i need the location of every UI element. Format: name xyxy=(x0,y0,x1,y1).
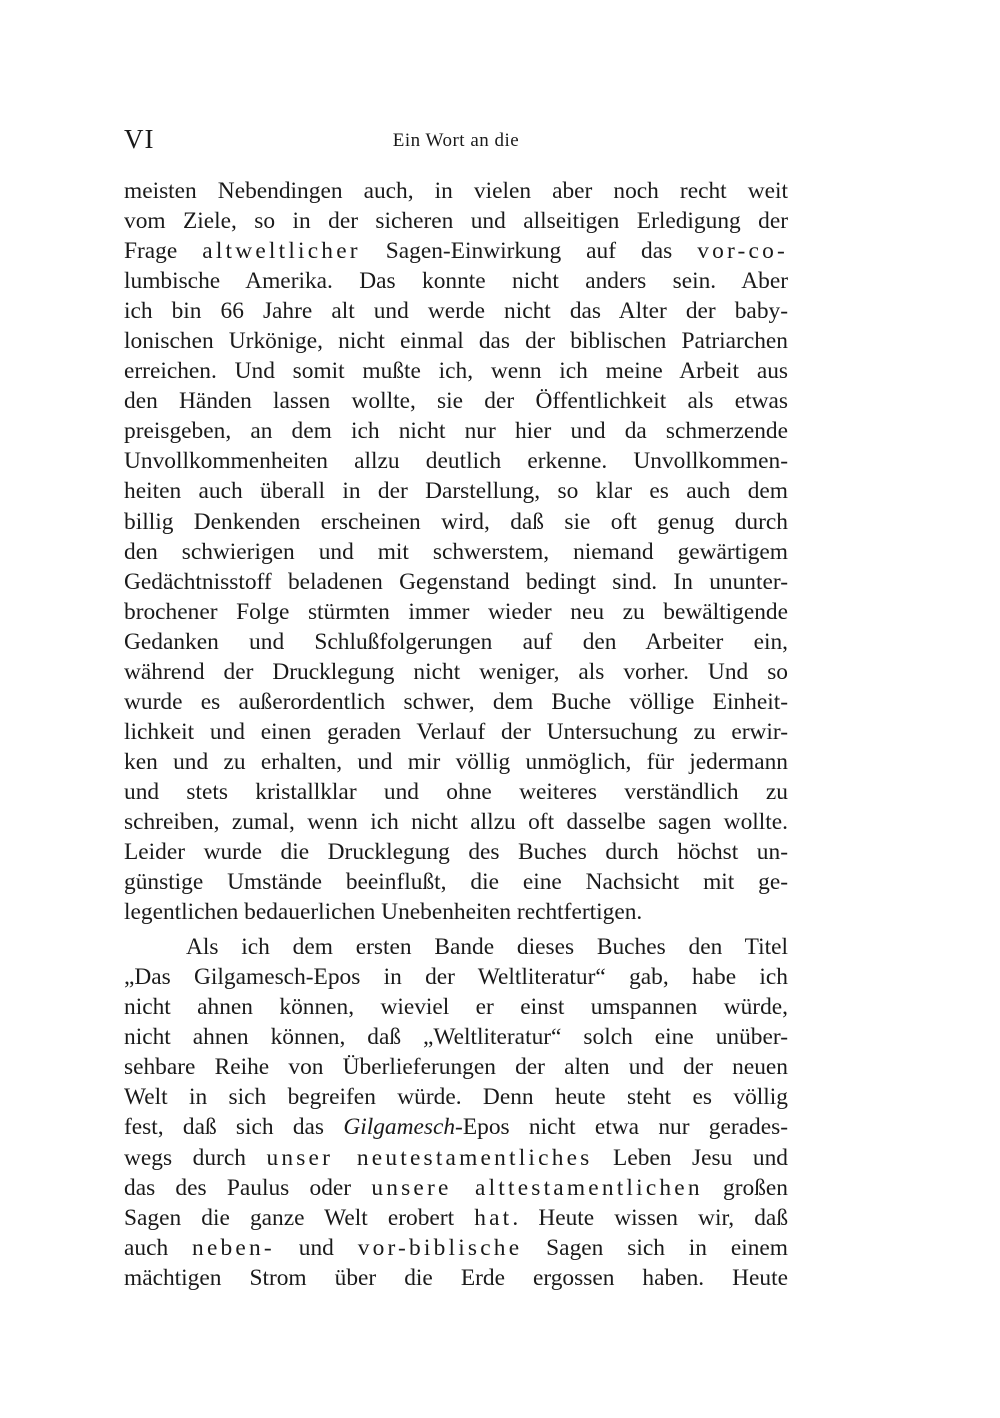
spaced-emphasis: altweltlicher xyxy=(202,238,361,265)
text-line: Als ich dem ersten Bande dieses Buches den Titel xyxy=(186,934,788,961)
text-line: Unvollkommenheiten allzu deutlich erkenne. Unvollkommen- xyxy=(124,448,788,475)
text-line: heiten auch überall in der Darstellung, so klar es auch dem xyxy=(124,478,788,505)
text-line xyxy=(124,236,788,266)
text-line: den schwierigen und mit schwerstem, niemand gewärtigem xyxy=(124,538,788,565)
text-run: wegs durch xyxy=(124,1144,267,1171)
text-line xyxy=(124,1112,788,1142)
text-line: und stets kristallklar und ohne weiteres verständlich zu xyxy=(124,778,788,805)
text-run: auch xyxy=(124,1234,193,1261)
spaced-emphasis: hat xyxy=(474,1204,513,1231)
text-run: das des Paulus oder xyxy=(124,1174,372,1201)
text-run: Sagen die ganze Welt erobert xyxy=(124,1204,475,1231)
text-line: Gedanken und Schlußfolgerungen auf den Arbeiter ein, xyxy=(124,628,788,655)
text-line: schreiben, zumal, wenn ich nicht allzu oft dasselbe sagen wollte. xyxy=(124,808,788,835)
text-line: günstige Umstände beeinflußt, die eine Nachsicht mit ge- xyxy=(124,869,788,896)
text-line: den Händen lassen wollte, sie der Öffentlichkeit als etwas xyxy=(124,388,788,415)
text-line: während der Drucklegung nicht weniger, als vorher. Und so xyxy=(124,658,788,685)
text-line: vom Ziele, so in der sicheren und allseitigen Erledigung der xyxy=(124,208,788,235)
text-run: und xyxy=(274,1234,358,1261)
text-line: sehbare Reihe von Überlieferungen der alten und der neuen xyxy=(124,1054,788,1081)
text-line xyxy=(124,1143,788,1173)
text-run: Frage xyxy=(124,238,203,265)
text-line: lonischen Urkönige, nicht einmal das der biblischen Patriarchen xyxy=(124,328,788,355)
body-text xyxy=(124,176,788,1293)
running-head xyxy=(124,124,788,160)
spaced-emphasis: unsere alttestamentlichen xyxy=(371,1174,703,1201)
text-line: nicht ahnen können, daß „Weltliteratur“ solch eine unüber- xyxy=(124,1024,788,1051)
text-line: legentlichen bedauerlichen Unebenheiten rechtfertigen. xyxy=(124,899,643,926)
spaced-emphasis: neben- xyxy=(192,1234,275,1261)
text-line: ich bin 66 Jahre alt und werde nicht das Alter der baby- xyxy=(124,298,788,325)
text-line: lumbische Amerika. Das konnte nicht anders sein. Aber xyxy=(124,268,788,295)
text-line xyxy=(124,1203,788,1233)
spaced-emphasis: vor-biblische xyxy=(357,1234,523,1261)
text-line: ken und zu erhalten, und mir völlig unmöglich, für jedermann xyxy=(124,748,788,775)
italic-emphasis: Gilgamesch xyxy=(343,1114,456,1141)
text-line: „Das Gilgamesch-Epos in der Weltliteratur“ gab, habe ich xyxy=(124,964,788,991)
spaced-emphasis: unser neutestamentliches xyxy=(266,1144,593,1171)
text-line: wurde es außerordentlich schwer, dem Buche völlige Einheit- xyxy=(124,688,788,715)
text-line: meisten Nebendingen auch, in vielen aber noch recht weit xyxy=(124,178,788,204)
text-run: fest, daß sich das xyxy=(124,1114,344,1141)
text-line: nicht ahnen können, wieviel er einst umspannen würde, xyxy=(124,994,788,1021)
page-number: VI xyxy=(124,124,155,154)
text-line xyxy=(124,1233,788,1263)
text-line: erreichen. Und somit mußte ich, wenn ich meine Arbeit aus xyxy=(124,358,788,385)
paragraph-1 xyxy=(124,176,788,927)
running-title: Ein Wort an die xyxy=(392,130,520,151)
text-line: Welt in sich begreifen würde. Denn heute steht es völlig xyxy=(124,1084,788,1111)
text-line: Gedächtnisstoff beladenen Gegenstand bedingt sind. In ununter- xyxy=(124,568,788,595)
text-line xyxy=(124,1173,788,1203)
text-line: brochener Folge stürmten immer wieder neu zu bewältigende xyxy=(124,598,788,625)
text-run: großen xyxy=(702,1174,788,1201)
text-run: . Heute wissen wir, daß xyxy=(512,1204,789,1231)
paragraph-2 xyxy=(124,932,788,1293)
text-run: Sagen sich in einem xyxy=(522,1234,788,1261)
text-run: Leben Jesu und xyxy=(592,1144,788,1171)
text-run: -Epos nicht etwa nur gerades- xyxy=(455,1114,788,1141)
text-line: preisgeben, an dem ich nicht nur hier und da schmerzende xyxy=(124,418,788,445)
text-line: mächtigen Strom über die Erde ergossen haben. Heute xyxy=(124,1264,788,1291)
text-line: lichkeit und einen geraden Verlauf der Untersuchung zu erwir- xyxy=(124,718,788,745)
text-line: Leider wurde die Drucklegung des Buches durch höchst un- xyxy=(124,839,788,866)
spaced-emphasis: vor-co- xyxy=(697,238,788,265)
text-run: Sagen-Einwirkung auf das xyxy=(360,238,698,265)
text-line: billig Denkenden erscheinen wird, daß sie oft genug durch xyxy=(124,508,788,535)
